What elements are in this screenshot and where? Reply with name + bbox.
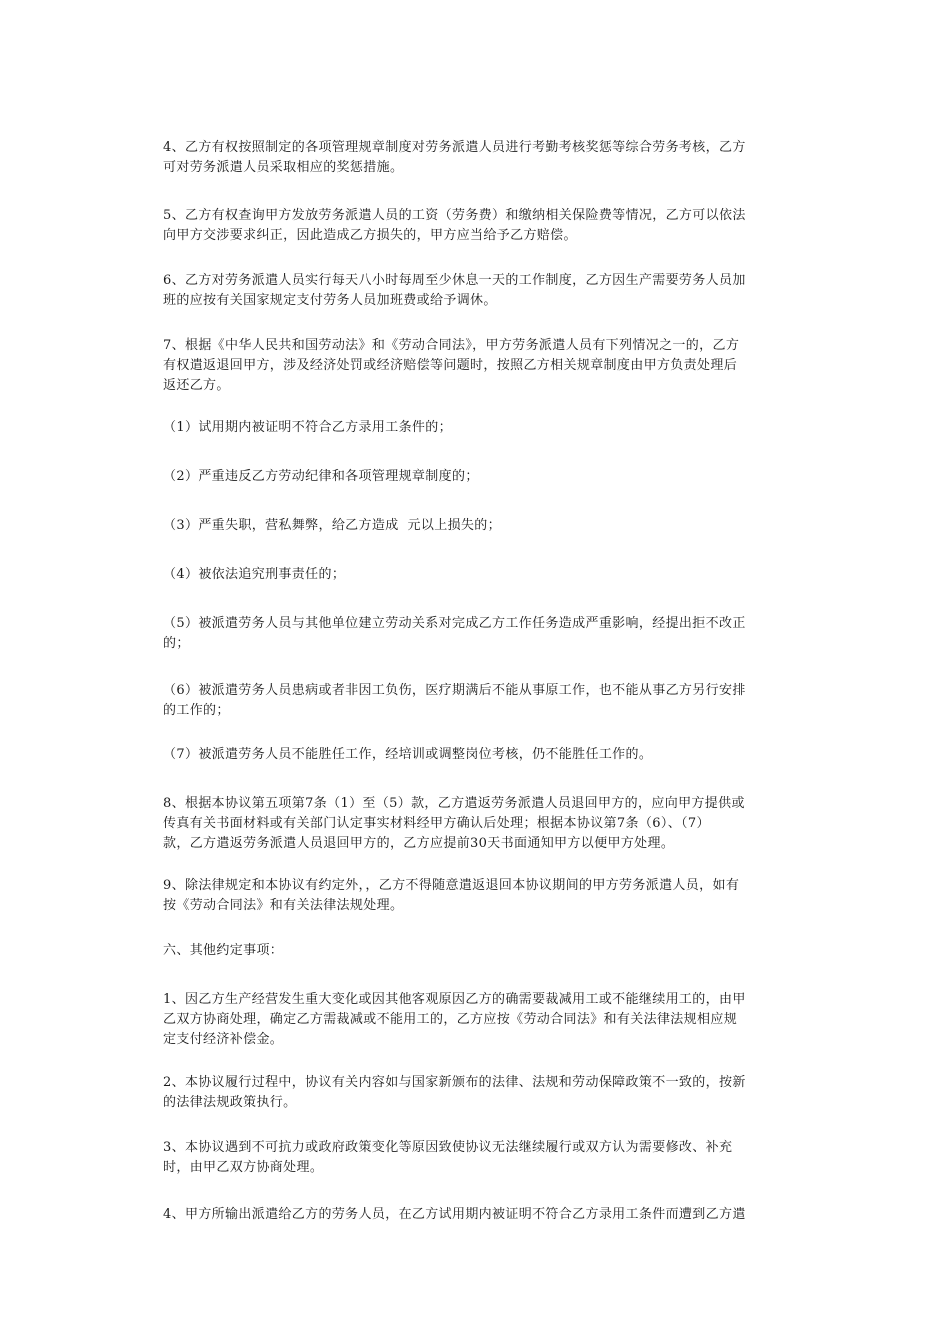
paragraph-2 [163,206,789,246]
paragraph-line: 5、乙方有权查询甲方发放劳务派遣人员的工资（劳务费）和缴纳相关保险费等情况，乙方可以依法 [163,208,746,223]
paragraph-line: （2）严重违反乙方劳动纪律和各项管理规章制度的； [163,469,479,484]
paragraph-7 [163,516,789,536]
paragraph-line: 有权遣返退回甲方，涉及经济处罚或经济赔偿等问题时，按照乙方相关规章制度由甲方负责处理后 [163,358,738,373]
paragraph-line: 定支付经济补偿金。 [163,1032,284,1047]
paragraph-line: 的； [163,636,190,651]
paragraph-line: 8、根据本协议第五项第7条（1）至（5）款，乙方遣返劳务派遣人员退回甲方的，应向甲方提供或 [163,796,745,811]
paragraph-line: 4、甲方所输出派遣给乙方的劳务人员，在乙方试用期内被证明不符合乙方录用工条件而遭到乙方遣 [163,1207,746,1222]
paragraph-line: 班的应按有关国家规定支付劳务人员加班费或给予调休。 [163,293,497,308]
paragraph-line: 6、乙方对劳务派遣人员实行每天八小时每周至少休息一天的工作制度，乙方因生产需要劳务人员加 [163,273,746,288]
paragraph-line: 1、因乙方生产经营发生重大变化或因其他客观原因乙方的确需要裁减用工或不能继续用工的，由甲 [163,992,746,1007]
section-heading [163,941,789,961]
paragraph-9 [163,614,789,654]
paragraph-line: 六、其他约定事项： [163,943,284,958]
paragraph-line: 向甲方交涉要求纠正，因此造成乙方损失的，甲方应当给予乙方赔偿。 [163,228,577,243]
paragraph-line: 可对劳务派遣人员采取相应的奖惩措施。 [163,160,404,175]
paragraph-line: 乙双方协商处理，确定乙方需裁减或不能用工的，乙方应按《劳动合同法》和有关法律法规相应规 [163,1012,738,1027]
paragraph-line: 4、乙方有权按照制定的各项管理规章制度对劳务派遣人员进行考勤考核奖惩等综合劳务考核，乙方 [163,140,746,155]
paragraph-1 [163,138,789,178]
paragraph-line: 9、除法律规定和本协议有约定外，，乙方不得随意遣返退回本协议期间的甲方劳务派遣人员，如有 [163,878,740,893]
paragraph-18 [163,1205,789,1225]
paragraph-10 [163,681,789,721]
paragraph-17 [163,1138,789,1178]
paragraph-line: 款，乙方遣返劳务派遣人员退回甲方的，乙方应提前30天书面通知甲方以便甲方处理。 [163,836,675,851]
paragraph-line: （3）严重失职，营私舞弊，给乙方造成 元以上损失的； [163,518,501,533]
paragraph-line: 传真有关书面材料或有关部门认定事实材料经甲方确认后处理；根据本协议第7条（6）、（7） [163,816,710,831]
paragraph-line: （7）被派遣劳务人员不能胜任工作，经培训或调整岗位考核，仍不能胜任工作的。 [163,747,653,762]
paragraph-12 [163,794,789,854]
paragraph-5 [163,418,789,438]
paragraph-line: 返还乙方。 [163,378,230,393]
paragraph-line: （5）被派遣劳务人员与其他单位建立劳动关系对完成乙方工作任务造成严重影响，经提出拒不改正 [163,616,746,631]
paragraph-line: 2、本协议履行过程中，协议有关内容如与国家新颁布的法律、法规和劳动保障政策不一致的，按新 [163,1075,746,1090]
paragraph-8 [163,565,789,585]
paragraph-6 [163,467,789,487]
paragraph-line: 的工作的； [163,703,230,718]
paragraph-line: （6）被派遣劳务人员患病或者非因工负伤，医疗期满后不能从事原工作，也不能从事乙方另行安排 [163,683,746,698]
paragraph-15 [163,990,789,1050]
paragraph-16 [163,1073,789,1113]
paragraph-line: （1）试用期内被证明不符合乙方录用工条件的； [163,420,452,435]
paragraph-13 [163,876,789,916]
paragraph-line: 的法律法规政策执行。 [163,1095,297,1110]
paragraph-line: 时，由甲乙双方协商处理。 [163,1160,324,1175]
paragraph-11 [163,745,789,765]
paragraph-line: （4）被依法追究刑事责任的； [163,567,346,582]
paragraph-4 [163,336,789,396]
paragraph-line: 按《劳动合同法》和有关法律法规处理。 [163,898,404,913]
paragraph-line: 3、本协议遇到不可抗力或政府政策变化等原因致使协议无法继续履行或双方认为需要修改、补充 [163,1140,733,1155]
paragraph-3 [163,271,789,311]
paragraph-line: 7、根据《中华人民共和国劳动法》和《劳动合同法》，甲方劳务派遣人员有下列情况之一的，乙方 [163,338,740,353]
